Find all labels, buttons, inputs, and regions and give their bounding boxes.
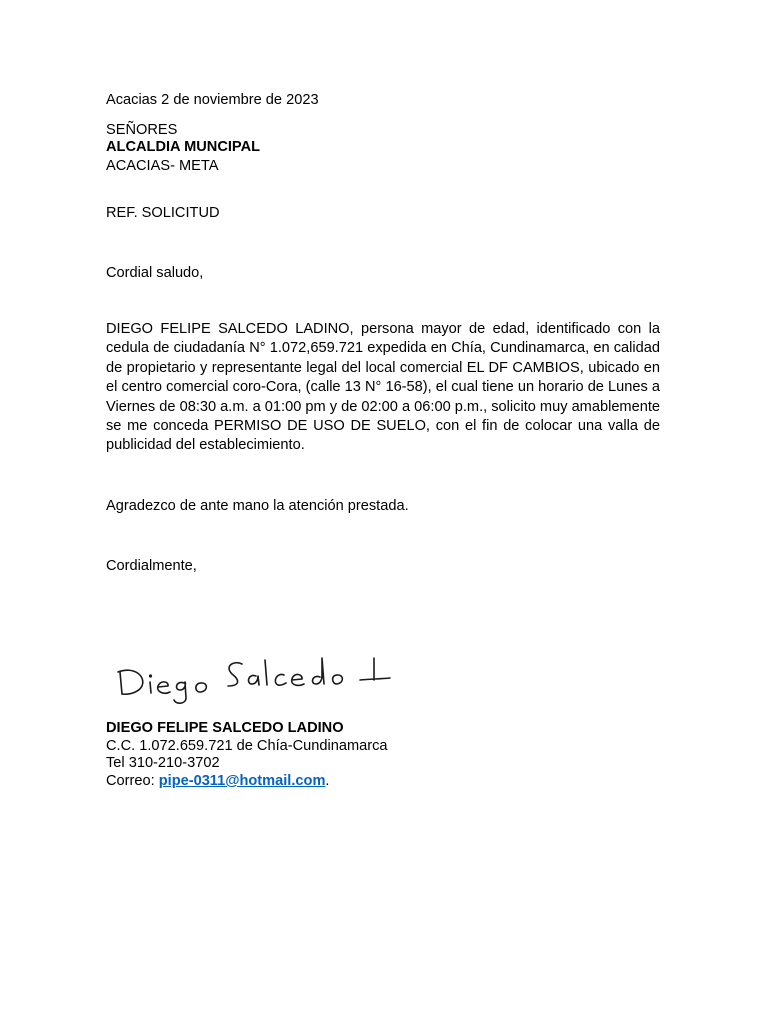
thanks-line: Agradezco de ante mano la atención prestada. xyxy=(106,498,409,514)
closing-line: Cordialmente, xyxy=(106,558,197,574)
signer-phone: Tel 310-210-3702 xyxy=(106,755,220,771)
date-line: Acacias 2 de noviembre de 2023 xyxy=(106,92,319,108)
recipient-entity: ALCALDIA MUNCIPAL xyxy=(106,139,261,155)
email-label: Correo: xyxy=(106,773,159,789)
signer-name: DIEGO FELIPE SALCEDO LADINO xyxy=(106,720,344,736)
handwritten-signature xyxy=(112,650,402,710)
reference-line: REF. SOLICITUD xyxy=(106,205,220,221)
signer-id: C.C. 1.072.659.721 de Chía-Cundinamarca xyxy=(106,738,388,754)
signer-email-line xyxy=(106,772,329,790)
recipient-location: ACACIAS- META xyxy=(106,158,219,174)
email-suffix: . xyxy=(325,773,330,789)
recipient-salutation: SEÑORES xyxy=(106,122,178,138)
letter-body: DIEGO FELIPE SALCEDO LADINO, persona mayor de edad, identificado con la cedula de ciudadanía N° 1.072,659.721 expedida en Chía, Cundinamarca, en calidad de propietario y representante legal del local comercial EL DF CAMBIOS, ubicado en el centro comercial coro-Cora, (calle 13 N° 16-58), el cual tiene un horario de Lunes a Viernes de 08:30 a.m. a 01:00 pm y de 02:00 a 06:00 p.m., solicito muy amablemente se me conceda PERMISO DE USO DE SUELO, con el fin de colocar una valla de publicidad del establecimiento. xyxy=(106,321,660,454)
greeting: Cordial saludo, xyxy=(106,265,204,281)
email-link[interactable]: pipe-0311@hotmail.com xyxy=(158,773,326,789)
